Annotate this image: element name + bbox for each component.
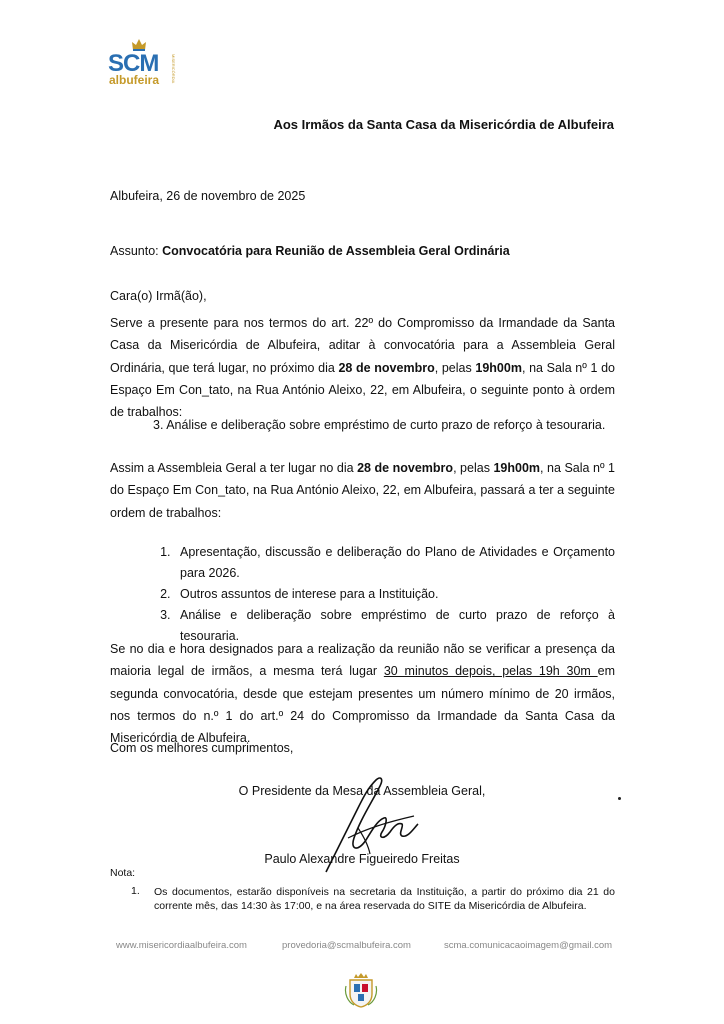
paragraph-1-text-b: , pelas	[434, 360, 476, 375]
agenda-list	[110, 542, 615, 647]
date-line: Albufeira, 26 de novembro de 2025	[110, 189, 306, 203]
signatory-name: Paulo Alexandre Figueiredo Freitas	[264, 852, 460, 866]
note-label: Nota:	[110, 867, 136, 879]
paragraph-1-text-c: , na Sala nº 1 do Espaço Em Con_tato, na Rua António Aleixo, 22, em Albufeira, o seguinte ponto à ordem de trabalhos:	[110, 360, 615, 420]
added-agenda-item: 3. Análise e deliberação sobre empréstimo de curto prazo de reforço à tesouraria.	[153, 418, 606, 432]
signatory-title: O Presidente da Mesa da Assembleia Geral,	[238, 784, 486, 798]
note-number: 1.	[131, 885, 140, 897]
note-text: Os documentos, estarão disponíveis na secretaria da Instituição, a partir do próximo dia 21 do corrente mês, das 14:30 às 17:00, e na área reservada do SITE da Misericórdia de Albufeira.	[154, 886, 615, 912]
paragraph-3	[110, 638, 615, 749]
coat-of-arms-icon	[344, 972, 378, 1008]
paragraph-2-text-a: Assim a Assembleia Geral a ter lugar no dia	[110, 461, 358, 475]
footer-email-provedoria[interactable]: provedoria@scmalbufeira.com	[282, 940, 411, 951]
paragraph-1-text-a: Serve a presente para nos termos do art. 22º do Compromisso da Irmandade da Santa Casa da Misericórdia de Albufeira, aditar à convocatória para a Assembleia Geral Ordinária, que terá lugar, no próximo dia	[110, 316, 615, 375]
paragraph-2	[110, 457, 615, 524]
logo-side-text: MISERICÓRDIA	[171, 54, 176, 84]
paragraph-2-text-c: , na Sala nº 1 do Espaço Em Con_tato, na Rua António Aleixo, 22, em Albufeira, passará a ter a seguinte ordem de trabalhos:	[110, 461, 615, 520]
paragraph-3-text-a: Se no dia e hora designados para a realização da reunião não se verificar a presença da maioria legal de irmãos, a mesma terá lugar	[110, 642, 615, 679]
agenda-item: 1. Apresentação, discussão e deliberação do Plano de Atividades e Orçamento para 2026.	[174, 542, 615, 584]
subject-label: Assunto:	[110, 244, 159, 258]
stray-mark	[618, 797, 621, 800]
paragraph-1	[110, 312, 615, 423]
closing-line: Com os melhores cumprimentos,	[110, 741, 294, 755]
paragraph-1-time: 19h00m	[475, 360, 522, 375]
paragraph-2-date: 28 de novembro	[357, 461, 454, 475]
logo-subtitle: albufeira	[109, 73, 160, 87]
scm-logo	[108, 38, 180, 86]
paragraph-3-underlined: 30 minutos depois, pelas 19h 30m	[383, 664, 598, 679]
agenda-item: 2. Outros assuntos de interese para a Instituição.	[174, 584, 615, 605]
paragraph-3-text-b: em segunda convocatória, desde que estejam presentes um número mínimo de 20 irmãos, nos termos do n.º 1 do art.º 24 do Compromisso da Irmandade da Santa Casa da Misericórdia de Albufeira.	[110, 664, 616, 746]
footer-website[interactable]: www.misericordiaalbufeira.com	[116, 940, 247, 951]
paragraph-2-time: 19h00m	[493, 461, 541, 475]
paragraph-1-date: 28 de novembro	[338, 360, 435, 375]
subject-line	[110, 244, 510, 258]
greeting: Cara(o) Irmã(ão),	[110, 289, 207, 303]
agenda-item: 3. Análise e deliberação sobre empréstimo de curto prazo de reforço à tesouraria.	[174, 605, 615, 647]
recipient-line: Aos Irmãos da Santa Casa da Misericórdia de Albufeira	[273, 117, 614, 132]
footer-email-comunicacao[interactable]: scma.comunicacaoimagem@gmail.com	[444, 940, 613, 951]
subject-text: Convocatória para Reunião de Assembleia Geral Ordinária	[162, 244, 510, 258]
paragraph-2-text-b: , pelas	[453, 461, 494, 475]
logo-brand: SCM	[108, 50, 159, 77]
